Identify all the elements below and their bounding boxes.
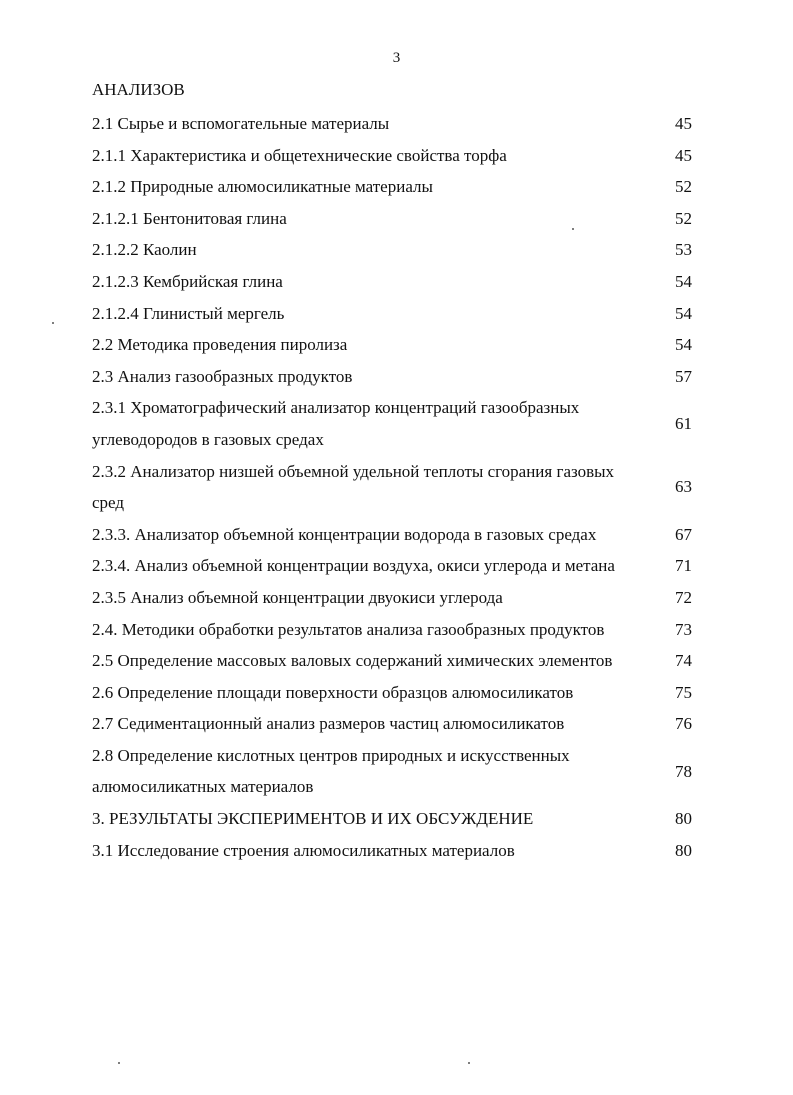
toc-entry-page: 61 xyxy=(675,414,692,434)
toc-entry xyxy=(92,171,692,203)
toc-entry-title: 2.2 Методика проведения пиролиза xyxy=(92,335,348,355)
toc-entry-title: 2.1.1 Характеристика и общетехнические свойства торфа xyxy=(92,145,507,165)
toc-entry-page: 80 xyxy=(675,840,692,860)
toc-entry xyxy=(92,803,692,835)
toc-entry-page: 78 xyxy=(675,761,692,781)
scan-speck xyxy=(572,228,574,230)
toc-entry xyxy=(92,645,692,677)
toc-entry-title: 2.1.2.4 Глинистый мергель xyxy=(92,303,285,323)
toc-entry xyxy=(92,361,692,393)
toc-entry-page: 71 xyxy=(675,556,692,576)
toc-entry xyxy=(92,203,692,235)
toc-entry-title: 2.4. Методики обработки результатов анализа газообразных продуктов xyxy=(92,619,605,639)
toc-entry-title: 2.1.2.2 Каолин xyxy=(92,240,197,260)
toc-entry-page: 54 xyxy=(675,271,692,291)
toc-entry-title: 2.1 Сырье и вспомогательные материалы xyxy=(92,114,390,133)
toc-entry-page: 45 xyxy=(675,145,692,165)
toc-entry-title: 3.1 Исследование строения алюмосиликатных материалов xyxy=(92,840,515,860)
scan-speck xyxy=(468,1062,470,1064)
scan-speck xyxy=(118,1062,120,1064)
toc-entry-page: 67 xyxy=(675,524,692,544)
toc-entry-title: 2.5 Определение массовых валовых содержаний химических элементов xyxy=(92,651,613,671)
toc-entry-page: 57 xyxy=(675,366,692,386)
toc-entry-page: 76 xyxy=(675,714,692,734)
toc-entry-title: 2.1.2.1 Бентонитовая глина xyxy=(92,208,287,228)
toc-entry-title: 2.8 Определение кислотных центров природных и искусственных алюмосиликатных материалов xyxy=(92,745,570,797)
toc-entry-page: 73 xyxy=(675,619,692,639)
toc-entry-title: 2.3 Анализ газообразных продуктов xyxy=(92,366,353,386)
toc-entry-page: 52 xyxy=(675,208,692,228)
scan-speck xyxy=(52,322,54,324)
toc-entry-page: 52 xyxy=(675,177,692,197)
toc-entry xyxy=(92,266,692,298)
toc-entry xyxy=(92,456,692,519)
toc-entry xyxy=(92,234,692,266)
toc-entry-page: 54 xyxy=(675,303,692,323)
section-heading: АНАЛИЗОВ xyxy=(92,80,185,99)
toc-entry xyxy=(92,550,692,582)
toc-entry xyxy=(92,519,692,551)
toc-entry-page: 45 xyxy=(675,114,692,133)
toc-entry-page: 54 xyxy=(675,335,692,355)
toc-entry-title: 3. РЕЗУЛЬТАТЫ ЭКСПЕРИМЕНТОВ И ИХ ОБСУЖДЕНИЕ xyxy=(92,809,534,829)
toc-entry-page: 53 xyxy=(675,240,692,260)
toc-entry-title: 2.3.4. Анализ объемной концентрации воздуха, окиси углерода и метана xyxy=(92,556,615,576)
toc-entry-title: 2.3.1 Хроматографический анализатор концентраций газообразных углеводородов в газовых средах xyxy=(92,398,580,449)
toc-entry-title: 2.6 Определение площади поверхности образцов алюмосиликатов xyxy=(92,682,574,702)
toc-entry-page: 74 xyxy=(675,651,692,671)
toc-entry xyxy=(92,582,692,614)
toc-entry xyxy=(92,614,692,646)
toc-entry xyxy=(92,329,692,361)
toc-entry xyxy=(92,108,692,140)
page-number: 3 xyxy=(392,50,401,66)
toc-entry xyxy=(92,708,692,740)
toc-entry-title: 2.3.2 Анализатор низшей объемной удельной теплоты сгорания газовых сред xyxy=(92,461,615,513)
toc-entry xyxy=(92,140,692,172)
toc-entry-page: 75 xyxy=(675,682,692,702)
toc-entry-title: 2.3.3. Анализатор объемной концентрации водорода в газовых средах xyxy=(92,524,597,544)
toc-entry-page: 63 xyxy=(675,477,692,497)
table-of-contents xyxy=(92,76,692,866)
toc-entry xyxy=(92,740,692,803)
toc-entry-title: 2.3.5 Анализ объемной концентрации двуокиси углерода xyxy=(92,587,503,607)
toc-entry-page: 72 xyxy=(675,587,692,607)
toc-entry xyxy=(92,677,692,709)
toc-entry-page: 80 xyxy=(675,809,692,829)
toc-entry-title: 2.1.2 Природные алюмосиликатные материалы xyxy=(92,177,433,197)
toc-entry-title: 2.7 Седиментационный анализ размеров частиц алюмосиликатов xyxy=(92,714,565,734)
toc-entry xyxy=(92,298,692,330)
toc-entry xyxy=(92,392,692,455)
toc-entry xyxy=(92,835,692,867)
toc-entry-title: 2.1.2.3 Кембрийская глина xyxy=(92,271,283,291)
